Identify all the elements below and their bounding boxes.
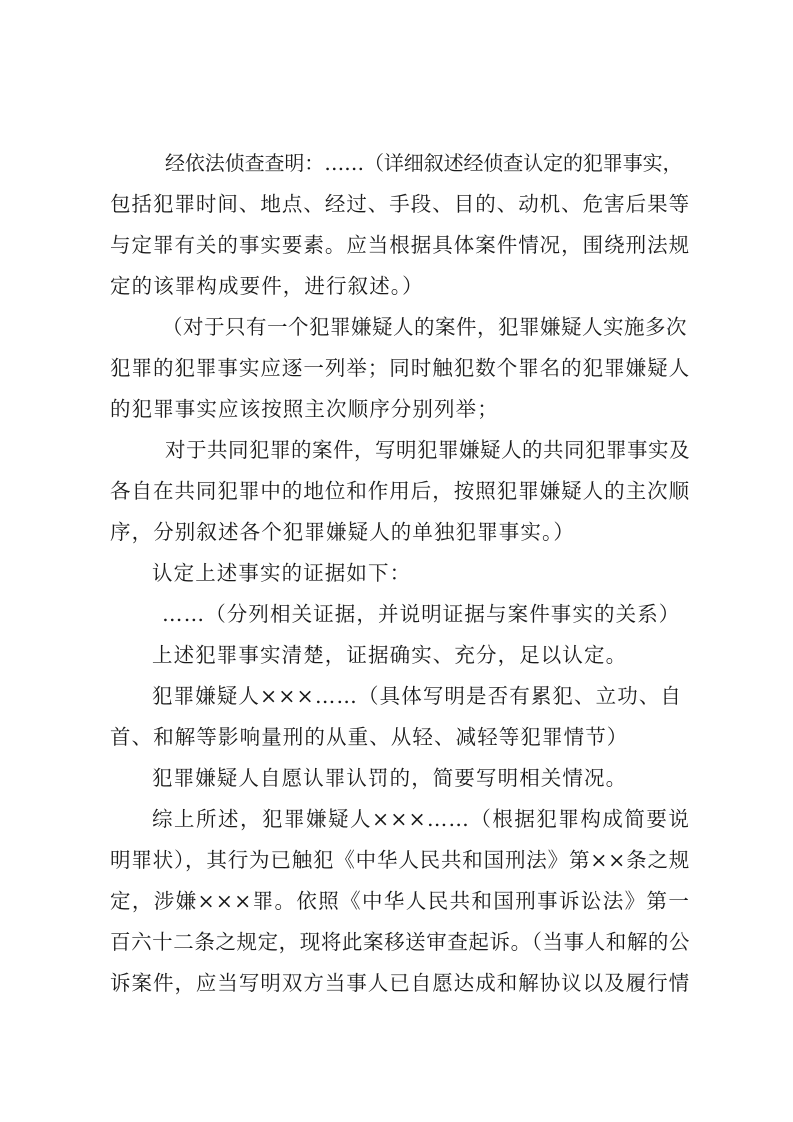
text-line: 与定罪有关的事实要素。应当根据具体案件情况，围绕刑法规 bbox=[110, 233, 690, 257]
text-line: 定，涉嫌×××罪。依照《中华人民共和国刑事诉讼法》第一 bbox=[110, 889, 690, 913]
text-line: 包括犯罪时间、地点、经过、手段、目的、动机、危害后果等 bbox=[110, 192, 690, 216]
text-line: 首、和解等影响量刑的从重、从轻、减轻等犯罪情节） bbox=[110, 725, 629, 749]
text-line: 各自在共同犯罪中的地位和作用后，按照犯罪嫌疑人的主次顺 bbox=[110, 479, 690, 503]
text-line: 犯罪嫌疑人×××……（具体写明是否有累犯、立功、自 bbox=[152, 684, 683, 708]
text-line: 上述犯罪事实清楚，证据确实、充分，足以认定。 bbox=[152, 643, 628, 667]
text-line: 犯罪的犯罪事实应逐一列举；同时触犯数个罪名的犯罪嫌疑人 bbox=[110, 356, 690, 380]
text-line: ……（分列相关证据，并说明证据与案件事实的关系） bbox=[162, 602, 681, 626]
text-line: 定的该罪构成要件，进行叙述。） bbox=[110, 274, 424, 298]
text-line: 经依法侦查查明：……（详细叙述经侦查认定的犯罪事实， bbox=[165, 151, 683, 175]
text-line: 序，分别叙述各个犯罪嫌疑人的单独犯罪事实。） bbox=[110, 520, 575, 544]
text-line: 对于共同犯罪的案件，写明犯罪嫌疑人的共同犯罪事实及 bbox=[165, 438, 690, 462]
text-line: 百六十二条之规定，现将此案移送审查起诉。（当事人和解的公 bbox=[110, 930, 690, 954]
text-line: 明罪状），其行为已触犯《中华人民共和国刑法》第××条之规 bbox=[110, 848, 690, 872]
text-line: 犯罪嫌疑人自愿认罪认罚的，简要写明相关情况。 bbox=[152, 766, 628, 790]
text-line: 综上所述，犯罪嫌疑人×××……（根据犯罪构成简要说 bbox=[152, 807, 690, 831]
text-line: 的犯罪事实应该按照主次顺序分别列举； bbox=[110, 397, 499, 421]
text-line: 认定上述事实的证据如下： bbox=[152, 561, 412, 585]
text-line: （对于只有一个犯罪嫌疑人的案件，犯罪嫌疑人实施多次 bbox=[162, 315, 687, 339]
text-line: 诉案件，应当写明双方当事人已自愿达成和解协议以及履行情 bbox=[110, 971, 690, 995]
